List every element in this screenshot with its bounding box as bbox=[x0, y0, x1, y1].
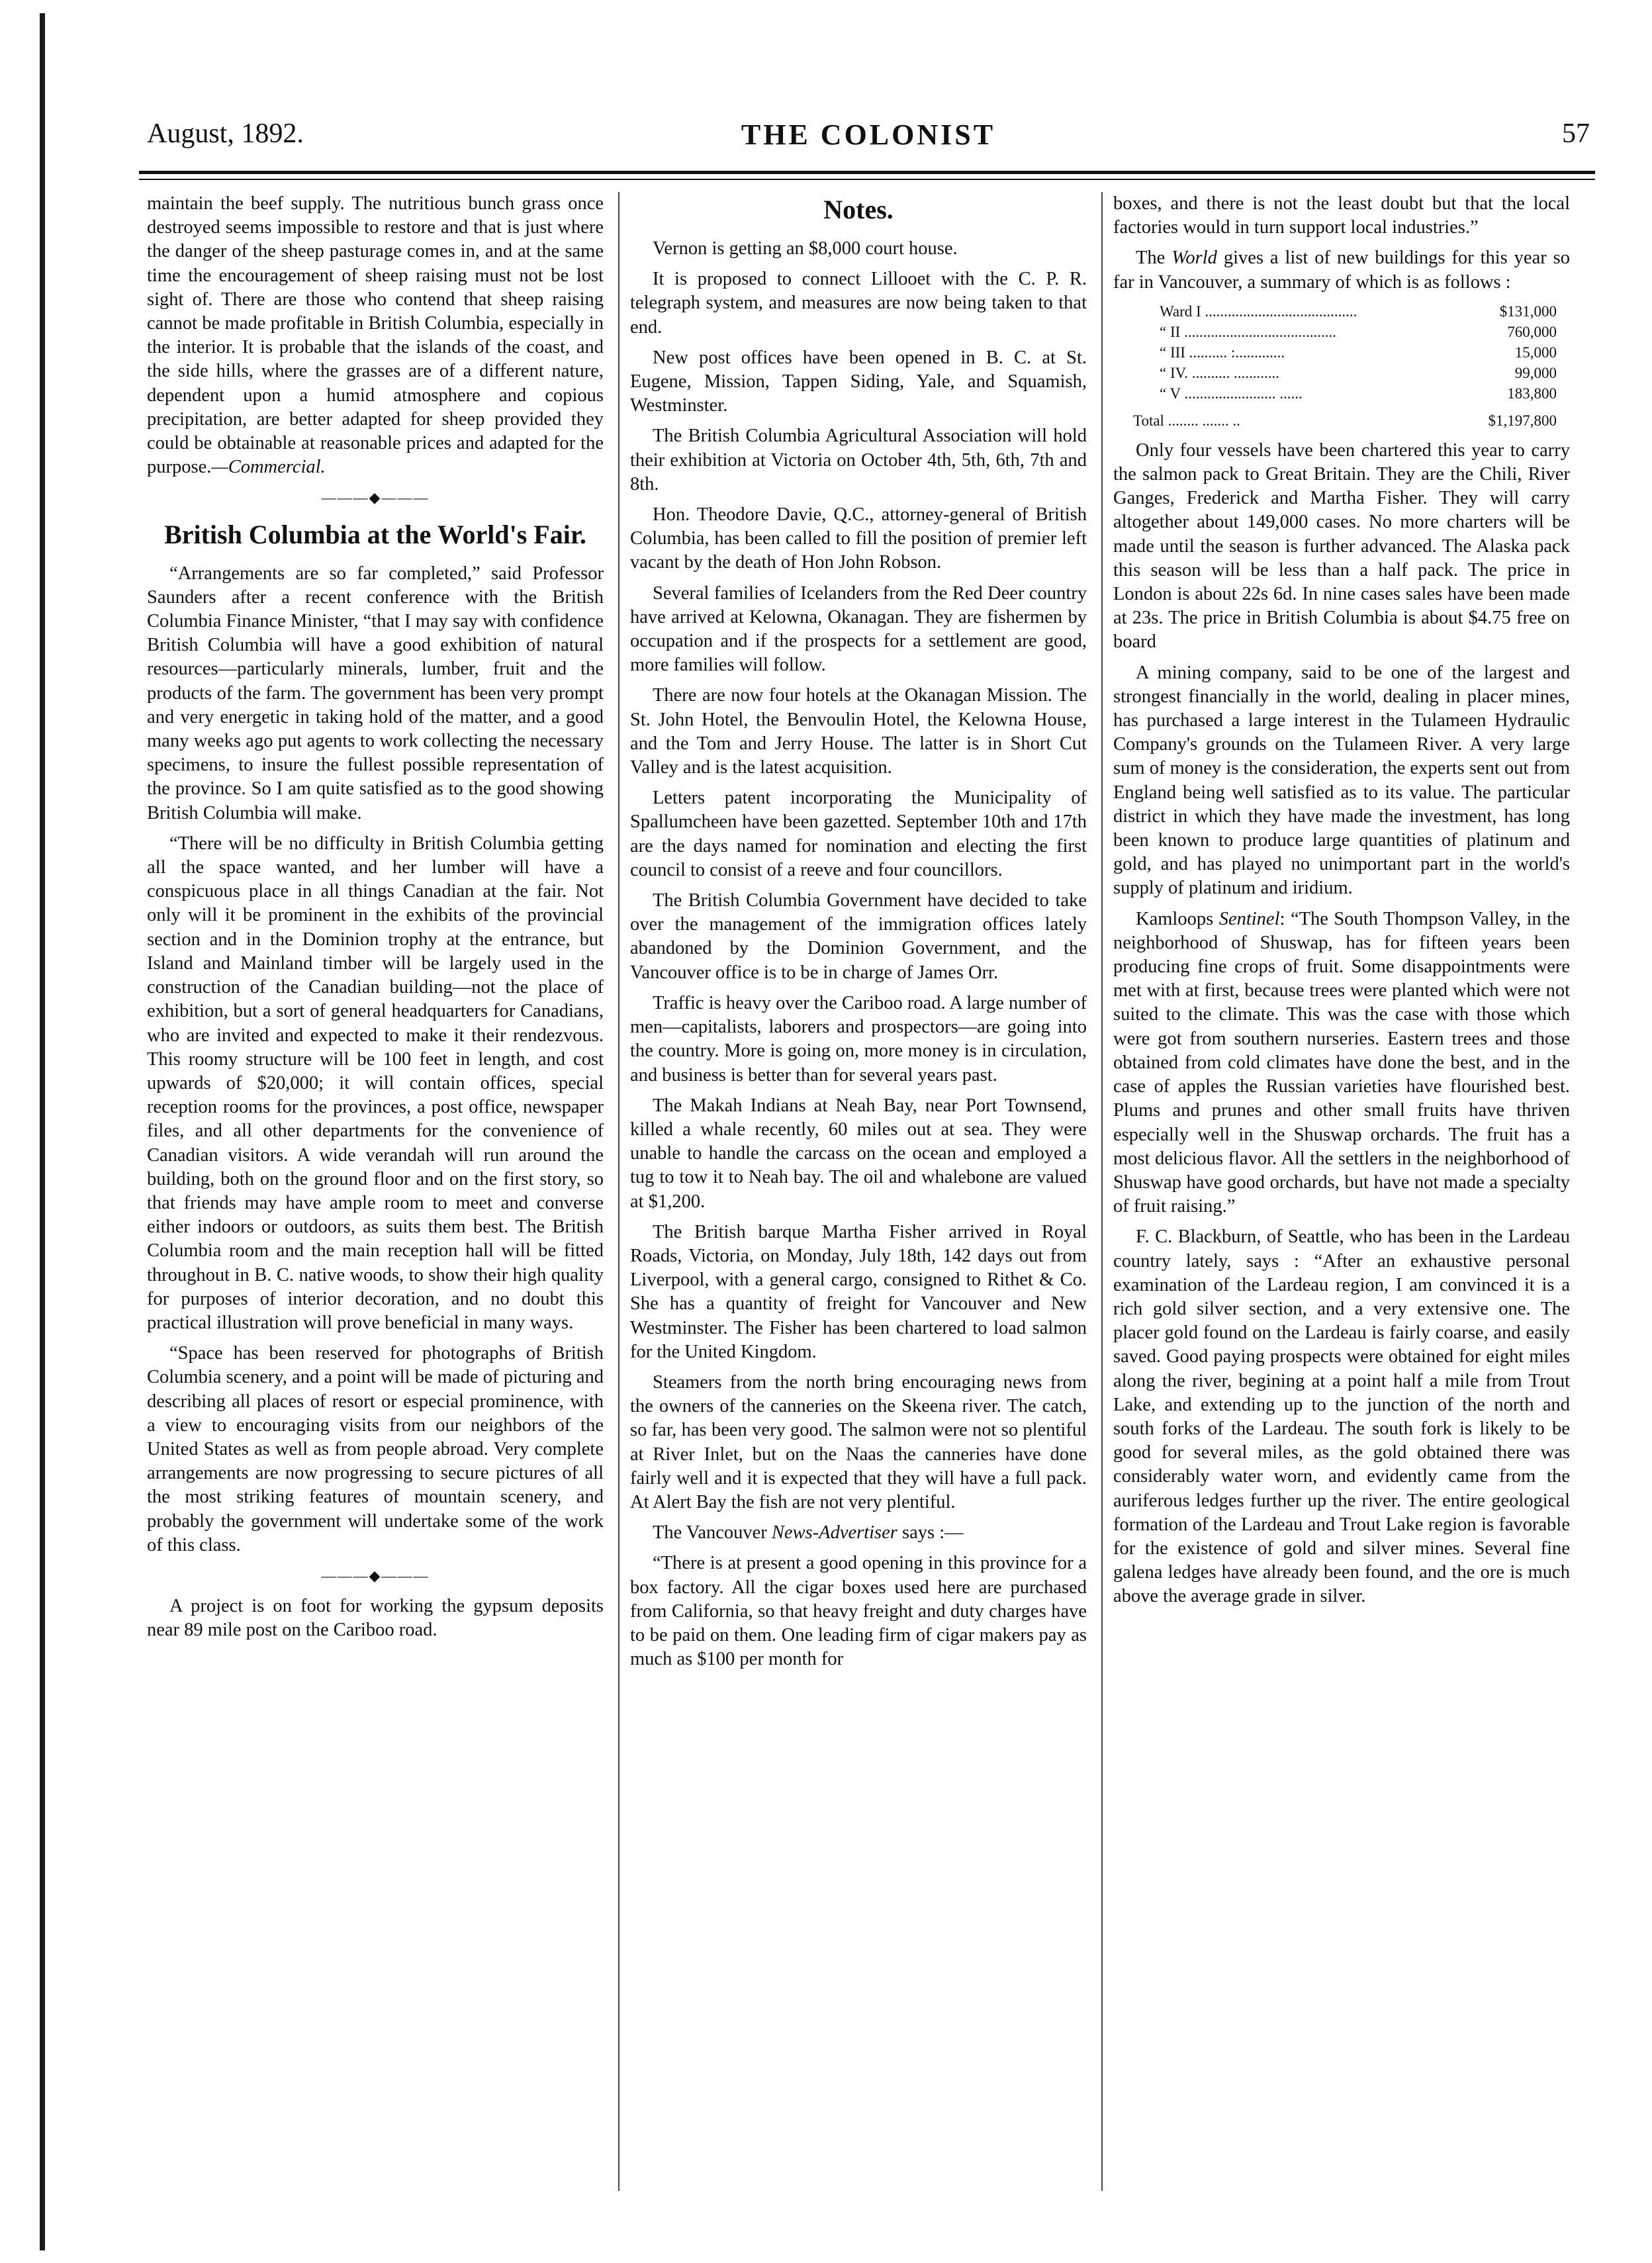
column-divider-1 bbox=[618, 192, 620, 2191]
table-row bbox=[1113, 363, 1570, 383]
note-paragraph: Letters patent incorporating the Municipality of Spallumcheen have been gazetted. September 10th and 17th are the days named for nomination and electing the first council to consist of a reeve and four councillors. bbox=[630, 788, 1087, 880]
page-edge-shadow bbox=[40, 13, 45, 2250]
masthead-title: THE COLONIST bbox=[741, 118, 996, 151]
header-rule-thin bbox=[139, 179, 1595, 180]
column-2 bbox=[630, 192, 1087, 1678]
source-credit: —Commercial. bbox=[211, 457, 326, 478]
ward-value: 183,800 bbox=[1507, 385, 1557, 402]
table-row bbox=[1113, 301, 1570, 322]
paragraph-text: : “The South Thompson Valley, in the neighborhood of Shuswap, has for fifteen years been producing fine crops of fruit. Some disappointments were met with at first, because trees were planted which were not suited to the climate. This was the case with those which were got from southern nurseries. Eastern trees and those obtained from cold climates have done the best, and in the case of apples the Russian varieties have flourished best. Plums and prunes and other small fruits have thriven especially well in the Shuswap orchards. The fruit has a most delicious flavor. All the settlers in the neighborhood of Shuswap have good orchards, but have not made a specialty of fruit raising.” bbox=[1113, 908, 1570, 1217]
paragraph-text: maintain the beef supply. The nutritious bunch grass once destroyed seems impossible to restore and that is just where the danger of the sheep pasturage comes in, and at the same time the encouragement of sheep raising must not be lost sight of. There are those who contend that sheep raising cannot be made profitable in British Columbia, especially in the interior. It is probable that the islands of the coast, and the side hills, where the grasses are of a different nature, dependent upon a humid atmosphere and copious precipitation, are better adapted for sheep provided they could be obtainable at reasonable prices and adapted for the purpose. bbox=[147, 193, 604, 478]
note-paragraph bbox=[630, 1521, 1087, 1545]
column-1 bbox=[147, 192, 604, 1649]
table-row bbox=[1113, 383, 1570, 404]
article-paragraph: A mining company, said to be one of the largest and strongest financially in the world, dealing in placer mines, has purchased a large interest in the Tulameen Hydraulic Company's grounds on the Tulameen River. A very large sum of money is the consideration, the experts sent out from England being well satisfied as to its value. The particular district in which they have made the investment, has long been known to produce large quantities of platinum and gold, and has played no unimportant part in the world's supply of platinum and iridium. bbox=[1113, 662, 1570, 899]
note-paragraph: The Makah Indians at Neah Bay, near Port Townsend, killed a whale recently, 60 miles out at sea. They were unable to handle the carcass on the ocean and employed a tug to tow it to Neah bay. The oil and whalebone are valued at $1,200. bbox=[630, 1095, 1087, 1212]
ward-label: “ III .......... :............. bbox=[1160, 344, 1285, 361]
note-paragraph: There are now four hotels at the Okanagan Mission. The St. John Hotel, the Benvoulin Hotel, the Kelowna House, and the Tom and Jerry House. The latter is in Short Cut Valley and is the latest acquisition. bbox=[630, 685, 1087, 778]
paragraph-text: says :— bbox=[897, 1522, 964, 1544]
total-value: $1,197,800 bbox=[1488, 412, 1557, 429]
article-paragraph: A project is on foot for working the gypsum deposits near 89 mile post on the Cariboo road. bbox=[147, 1596, 604, 1641]
quoted-paragraph: “There is at present a good opening in this province for a box factory. All the cigar boxes used here are purchased from California, so that heavy freight and duty charges have to be paid on them. One leading firm of cigar makers pay as much as $100 per month for bbox=[630, 1553, 1087, 1670]
article-paragraph: “Arrangements are so far completed,” said Professor Saunders after a recent conference with the British Columbia Finance Minister, “that I may say with confidence British Columbia will have a good exhibition of natural resources—particularly minerals, lumber, fruit and the products of the farm. The government has been very prompt and very energetic in taking hold of the matter, and a good many weeks ago put agents to work collecting the necessary specimens, to insure the fullest possible representation of the province. So I am quite satisfied as to the good showing British Columbia will make. bbox=[147, 563, 604, 823]
note-paragraph: Several families of Icelanders from the Red Deer country have arrived at Kelowna, Okanagan. They are fishermen by occupation and if the prospects for a settlement are good, more families will follow. bbox=[630, 582, 1087, 676]
section-separator: ———◆——— bbox=[321, 489, 430, 506]
ward-label: Ward I ........................................ bbox=[1160, 302, 1357, 320]
note-paragraph: It is proposed to connect Lillooet with the C. P. R. telegraph system, and measures are now being taken to that end. bbox=[630, 269, 1087, 338]
paragraph-text: Kamloops bbox=[1136, 908, 1219, 929]
note-paragraph: New post offices have been opened in B. C. at St. Eugene, Mission, Tappen Siding, Yale, and Squamish, Westminster. bbox=[630, 347, 1087, 416]
total-label: Total ........ ....... .. bbox=[1133, 412, 1240, 429]
ward-label: “ IV. .......... ............ bbox=[1160, 364, 1280, 381]
paragraph-text: The bbox=[1136, 248, 1172, 269]
article-paragraph: F. C. Blackburn, of Seattle, who has been in the Lardeau country lately, says : “After an exhaustive personal examination of the Lardeau region, I am convinced it is a rich gold silver section, and a very extensive one. The placer gold found on the Lardeau is fairly coarse, and easily saved. Good paying prospects were obtained for eight miles along the river, begining at a point half a mile from Trout Lake, and extending up to the junction of the north and south forks of the Lardeau. The south fork is likely to be good for several miles, as the gold obtained there was considerably water worn, and evidently came from the auriferous ledges further up the river. The entire geological formation of the Lardeau and Trout Lake region is favorable for the existence of gold and silver mines. Several fine galena ledges have already been found, and the ore is much above the average grade in silver. bbox=[1113, 1226, 1570, 1607]
note-paragraph: The British barque Martha Fisher arrived in Royal Roads, Victoria, on Monday, July 18th, 142 days out from Liverpool, with a general cargo, consigned to Rithet & Co. She has a quantity of freight for Vancouver and New Westminster. The Fisher has been chartered to load salmon for the United Kingdom. bbox=[630, 1221, 1087, 1362]
note-paragraph: The British Columbia Government have decided to take over the management of the immigration offices lately abandoned by the Dominion Government, and the Vancouver office is to be in charge of James Orr. bbox=[630, 890, 1087, 983]
ward-buildings-table bbox=[1113, 301, 1570, 431]
newspaper-name: News-Advertiser bbox=[771, 1522, 897, 1544]
article-paragraph: “Space has been reserved for photographs of British Columbia scenery, and a point will be made of picturing and describing all places of resort or especial prominence, with a view to encouraging visits from our neighbors of the United States as well as from people abroad. Very complete arrangements are now progressing to secure pictures of all the most striking features of mountain scenery, and probably the government will undertake some of the work of this class. bbox=[147, 1343, 604, 1555]
column-3 bbox=[1113, 192, 1570, 1616]
column-divider-2 bbox=[1101, 192, 1103, 2191]
note-paragraph: Traffic is heavy over the Cariboo road. A large number of men—capitalists, laborers and prospectors—are going into the country. More is going on, more money is in circulation, and business is better than for several years past. bbox=[630, 992, 1087, 1085]
page-number: 57 bbox=[1562, 118, 1590, 149]
paragraph-text: The Vancouver bbox=[653, 1522, 772, 1544]
article-paragraph bbox=[1113, 246, 1570, 294]
header-rule-thick bbox=[139, 171, 1595, 174]
page-header bbox=[147, 118, 1590, 164]
note-paragraph: Hon. Theodore Davie, Q.C., attorney-general of British Columbia, has been called to fill the position of premier left vacant by the death of Hon John Robson. bbox=[630, 504, 1087, 573]
note-paragraph: Steamers from the north bring encouraging news from the owners of the canneries on the Skeena river. The catch, so far, has been very good. The salmon were not so plentiful at River Inlet, but on the Naas the canneries have done fairly well and it is expected that they will have a full pack. At Alert Bay the fish are not very plentiful. bbox=[630, 1371, 1087, 1512]
issue-date: August, 1892. bbox=[147, 118, 304, 149]
note-paragraph: The British Columbia Agricultural Association will hold their exhibition at Victoria on October 4th, 5th, 6th, 7th and 8th. bbox=[630, 426, 1087, 494]
article-heading: British Columbia at the World's Fair. bbox=[164, 519, 586, 549]
table-row bbox=[1113, 342, 1570, 363]
notes-heading: Notes. bbox=[823, 195, 894, 224]
article-paragraph: “There will be no difficulty in British Columbia getting all the space wanted, and her lumber will have a conspicuous place in all things Canadian at the fair. Not only will it be prominent in the exhibits of the provincial section and in the Dominion trophy at the entrance, but Island and Mainland timber will be largely used in the construction of the Canadian building—not the place of exhibition, but a sort of general headquarters for Canadians, who are invited and expected to make it their rendezvous. This roomy structure will be 100 feet in length, and cost upwards of $20,000; it will contain offices, special reception rooms for the provinces, a post office, newspaper files, and all other departments for the convenience of Canadian visitors. A wide verandah will run around the building, both on the ground floor and on the first story, so that friends may have ample room to meet and converse either indoors or outdoors, as suits them best. The British Columbia room and the main reception hall will be fitted throughout in B. C. native woods, to show their high quality for purposes of interior decoration, and no doubt this practical illustration will prove beneficial in many ways. bbox=[147, 833, 604, 1333]
section-separator: ———◆——— bbox=[321, 1567, 430, 1584]
ward-value: 15,000 bbox=[1514, 344, 1557, 361]
ward-value: 760,000 bbox=[1507, 323, 1557, 340]
note-paragraph: Vernon is getting an $8,000 court house. bbox=[653, 238, 958, 259]
paragraph-text: gives a list of new buildings for this year so far in Vancouver, a summary of which is as follows : bbox=[1113, 248, 1570, 293]
newspaper-name: Sentinel bbox=[1218, 908, 1280, 929]
table-row bbox=[1113, 322, 1570, 342]
ward-value: 99,000 bbox=[1514, 364, 1557, 381]
ward-value: $131,000 bbox=[1499, 302, 1557, 320]
table-total-row bbox=[1113, 410, 1570, 431]
ward-label: “ II ........................................ bbox=[1160, 323, 1337, 340]
newspaper-name: World bbox=[1171, 248, 1217, 269]
article-paragraph: Only four vessels have been chartered this year to carry the salmon pack to Great Britain. They are the Chili, River Ganges, Frederick and Martha Fisher. They will carry altogether about 149,000 cases. No more charters will be made until the season is further advanced. The Alaska pack this season will be less than a half pack. The price in London is about 22s 6d. In nine cases sales have been made at 23s. The price in British Columbia is about $4.75 free on board bbox=[1113, 439, 1570, 653]
article-paragraph bbox=[147, 192, 604, 479]
article-paragraph bbox=[1113, 907, 1570, 1219]
ward-label: “ V ........................ ...... bbox=[1160, 385, 1303, 402]
article-paragraph: boxes, and there is not the least doubt but that the local factories would in turn support local industries.” bbox=[1113, 193, 1570, 238]
